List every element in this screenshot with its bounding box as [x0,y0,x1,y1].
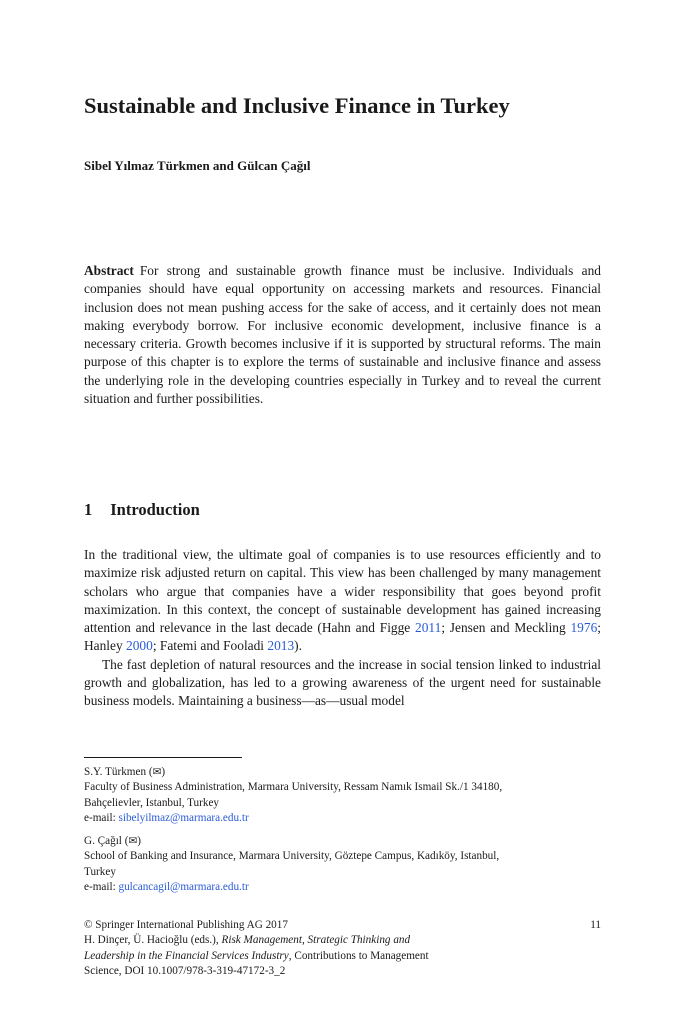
section-number: 1 [84,500,93,519]
email-label: e-mail: [84,811,119,824]
affiliation-1 [84,765,604,826]
section-title: Introduction [110,500,200,519]
series-name: , Contributions to Management [288,949,429,962]
section-heading [84,500,200,520]
affiliation-email-line [84,880,604,895]
page-number: 11 [590,919,601,931]
copyright-block [84,918,601,979]
copyright-text: © Springer International Publishing AG 2017 [84,919,288,931]
affiliation-name: S.Y. Türkmen [84,766,147,778]
envelope-icon: ✉ [128,836,138,847]
author-names: Sibel Yılmaz Türkmen and Gülcan Çağıl [84,158,311,173]
doi-line: Science, DOI 10.1007/978-3-319-47172-3_2 [84,964,286,977]
envelope-icon: ✉ [152,767,162,778]
paragraph: The fast depletion of natural resources and the increase in social tension linked to industrial growth and globalization, has led to a growing awareness of the urgent need for sustainable business models. Maintaining a business—as—usual model [84,656,601,709]
book-title: Leadership in the Financial Services Industry [84,949,289,962]
affiliation-author: S.Y. Türkmen (✉) [84,766,166,778]
email-link[interactable]: gulcancagil@marmara.edu.tr [118,880,249,893]
affiliation-author: G. Çağıl (✉) [84,835,141,847]
paragraph-text: ; Fatemi and Fooladi [152,638,268,654]
affiliation-address: School of Banking and Insurance, Marmara University, Göztepe Campus, Kadıköy, Istanbul, [84,850,500,863]
chapter-title: Sustainable and Inclusive Finance in Turkey [84,93,510,118]
email-label: e-mail: [84,880,119,893]
citation-line [84,949,601,964]
affiliation-address: Faculty of Business Administration, Marmara University, Ressam Namık Ismail Sk./1 34180, [84,781,503,794]
paragraph-text: In the traditional view, the ultimate goal of companies is to use resources efficiently and to maximize risk adjusted return on capital. This view has been challenged by many management scholars who argue that companies have a wider responsibility that goes beyond profit maximization. In this context, the concept of sustainable development has gained increasing attention and relevance in the last decade (Hahn and Figge [84,547,601,636]
citation-link[interactable]: 2013 [267,638,295,654]
paragraph-text: ; Hanley [84,620,601,654]
citation-line [84,933,601,948]
email-link[interactable]: sibelyilmaz@marmara.edu.tr [118,811,249,824]
paragraph-text: ). [294,638,302,654]
abstract-label: Abstract [84,263,134,278]
abstract-text: For strong and sustainable growth finance must be inclusive. Individuals and companies should have equal opportunity on accessing markets and resources. Financial inclusion does not mean pushing access for the sake of access, and it certainly does not mean making everybody borrow. For inclusive economic development, inclusive finance is a necessary criteria. Growth becomes inclusive if it is supported by structural reforms. The main purpose of this chapter is to explore the terms of sustainable and inclusive finance and assess the underlying role in the developing countries especially in Turkey and to reveal the current situation and further possibilities. [84,263,601,407]
citation-link[interactable]: 2011 [415,620,442,636]
introduction-body [84,546,601,711]
paragraph-text: ; Jensen and Meckling [441,620,571,636]
affiliation-address: Bahçelievler, Istanbul, Turkey [84,796,220,809]
footnote-divider [84,757,242,758]
affiliation-address: Turkey [84,865,116,878]
affiliation-2 [84,834,604,895]
paragraph [84,546,601,656]
abstract [84,262,601,408]
citation-link[interactable]: 2000 [126,638,153,654]
editors: H. Dinçer, Ü. Hacioğlu (eds.), [84,934,222,947]
copyright-line [84,918,601,933]
affiliation-name: G. Çağıl [84,835,122,847]
book-title: Risk Management, Strategic Thinking and [221,934,411,947]
citation-link[interactable]: 1976 [570,620,598,636]
affiliation-email-line [84,811,604,826]
